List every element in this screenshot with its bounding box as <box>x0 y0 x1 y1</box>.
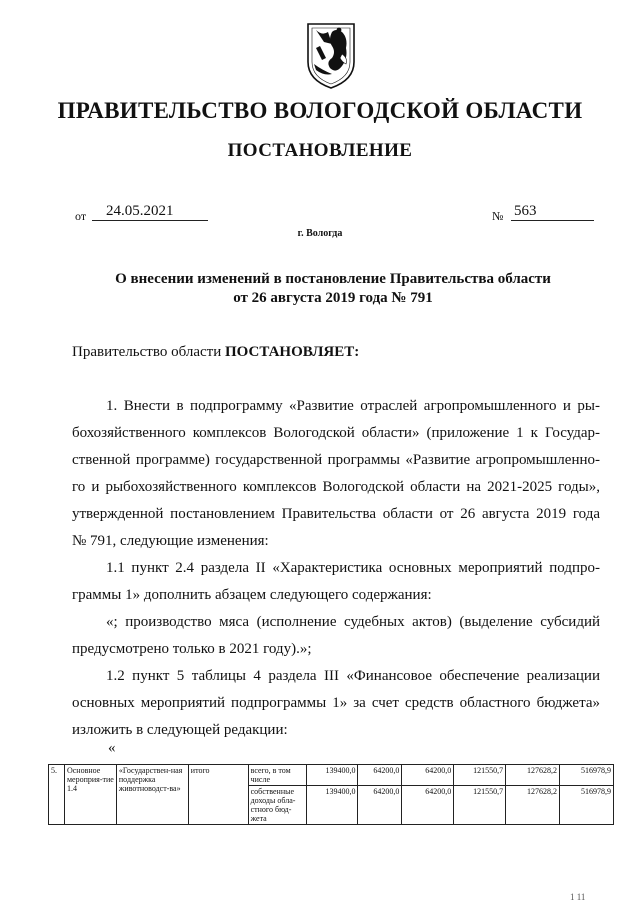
coat-of-arms-emblem-icon <box>302 18 360 90</box>
value-cell: 64200,0 <box>358 765 402 786</box>
opening-quote: « <box>108 740 116 756</box>
paragraph-line: бохозяйственного комплексов Вологодской области» (приложение 1 к Государ- <box>72 425 600 441</box>
organization-title: ПРАВИТЕЛЬСТВО ВОЛОГОДСКОЙ ОБЛАСТИ <box>57 98 583 123</box>
activity-name-cell: «Государствен-ная поддержка животноводст-ва» <box>116 765 188 825</box>
city-label: г. Вологда <box>297 228 343 239</box>
paragraph-line: утвержденной постановлением Правительства области от 26 августа 2019 года <box>72 506 600 522</box>
paragraph-line: 1.1 пункт 2.4 раздела II «Характеристика основных мероприятий подпро- <box>106 560 600 576</box>
executor-cell: итого <box>188 765 248 825</box>
table-row <box>49 765 614 786</box>
number-label: № <box>492 209 504 223</box>
activity-cell: Основное мероприя-тие 1.4 <box>64 765 116 825</box>
value-cell: 139400,0 <box>306 765 358 786</box>
paragraph-line: го и рыбохозяйственного комплексов Вологодской области на 2021-2025 годы», <box>72 479 600 495</box>
document-date: 24.05.2021 <box>92 203 208 221</box>
value-cell: 121550,7 <box>454 786 506 825</box>
paragraph-line: предусмотрено только в 2021 году).»; <box>72 641 312 657</box>
date-label: от <box>75 209 87 223</box>
paragraph-line: граммы 1» дополнить абзацем следующего содержания: <box>72 587 432 603</box>
total-cell: 516978,9 <box>560 765 614 786</box>
source-cell: всего, в том числе <box>248 765 306 786</box>
document-number: 563 <box>511 203 594 221</box>
value-cell: 127628,2 <box>506 786 560 825</box>
row-number-cell: 5. <box>49 765 65 825</box>
subject-line: от 26 августа 2019 года № 791 <box>233 290 433 306</box>
value-cell: 64200,0 <box>402 786 454 825</box>
value-cell: 139400,0 <box>306 786 358 825</box>
document-subject <box>100 270 566 308</box>
page-mark: 1 11 <box>570 892 586 902</box>
source-cell: собственные доходы обла-стного бюд-жета <box>248 786 306 825</box>
intro-bold-text: ПОСТАНОВЛЯЕТ: <box>224 344 360 360</box>
intro-text: Правительство области <box>72 344 222 360</box>
intro-paragraph <box>72 343 600 361</box>
paragraph-line: «; производство мяса (исполнение судебных актов) (выделение субсидий <box>106 614 600 630</box>
value-cell: 64200,0 <box>358 786 402 825</box>
financing-table <box>48 764 614 825</box>
paragraph-line: 1.2 пункт 5 таблицы 4 раздела III «Финансовое обеспечение реализации <box>106 668 600 684</box>
subject-line: О внесении изменений в постановление Правительства области <box>115 271 551 287</box>
total-cell: 516978,9 <box>560 786 614 825</box>
value-cell: 64200,0 <box>402 765 454 786</box>
paragraph-line: ственной программе) государственной программы «Развитие агропромышленно- <box>72 452 600 468</box>
paragraph-line: 1. Внести в подпрограмму «Развитие отраслей агропромышленного и ры- <box>106 398 600 414</box>
paragraph-line: изложить в следующей редакции: <box>72 722 288 738</box>
value-cell: 127628,2 <box>506 765 560 786</box>
paragraph-line: № 791, следующие изменения: <box>72 533 269 549</box>
paragraph-line: основных мероприятий подпрограммы 1» за счет средств областного бюджета» <box>72 695 600 711</box>
value-cell: 121550,7 <box>454 765 506 786</box>
document-type-title: ПОСТАНОВЛЕНИЕ <box>227 140 413 161</box>
